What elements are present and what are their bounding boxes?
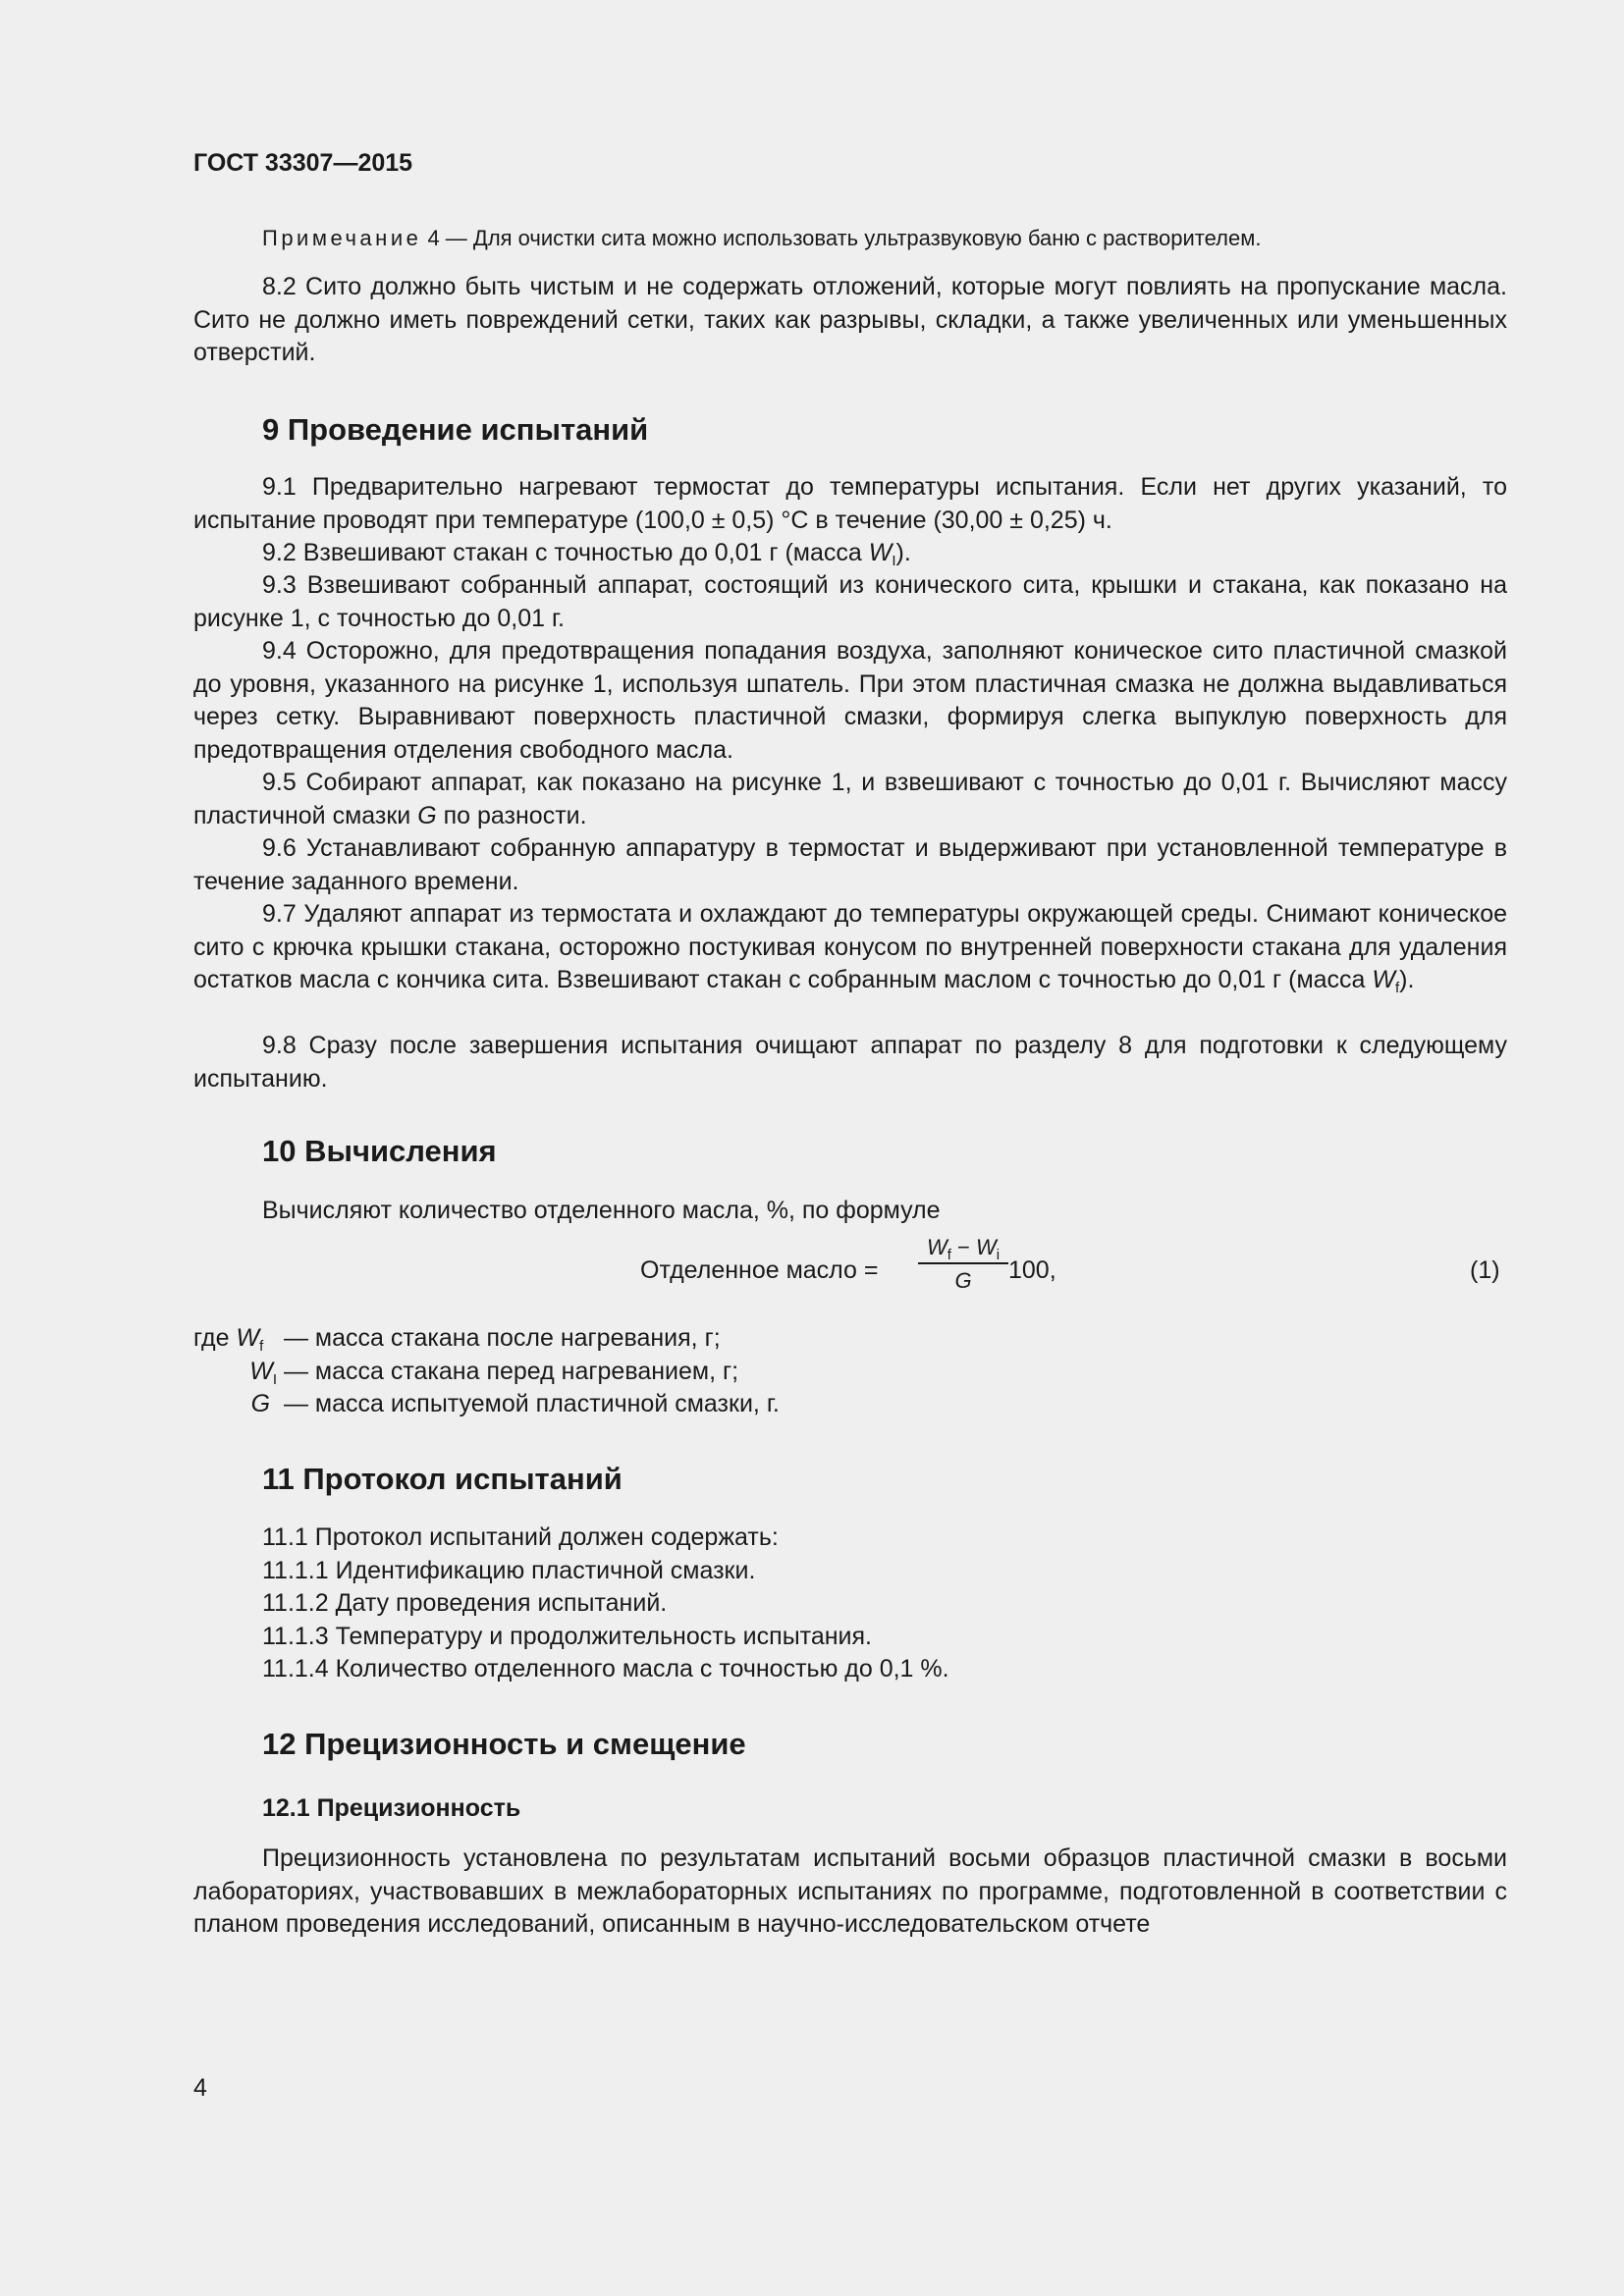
equation-number: (1) xyxy=(1470,1256,1500,1284)
list-item: 11.1.1 Идентификацию пластичной смазки. xyxy=(262,1556,756,1584)
paragraph-9-7-text: 9.7 Удаляют аппарат из термостата и охлаждают до температуры окружающей среды. Снимают коническое сито с крючка крышки стакана, осторожно постукивая конусом по внутренней поверхности стакана для удаления остатков масла с кончика сита. Взвешивают стакан с собранным маслом с точностью до 0,01 г (масса xyxy=(193,900,1507,993)
section-11-title: 11 Протокол испытаний xyxy=(262,1462,623,1496)
paragraph-9-5-text: 9.5 Собирают аппарат, как показано на рисунке 1, и взвешивают с точностью до 0,01 г. Вычисляют массу пластичной смазки xyxy=(193,769,1507,829)
paragraph-9-3: 9.3 Взвешивают собранный аппарат, состоящий из конического сита, крышки и стакана, как показано на рисунке 1, с точностью до 0,01 г. xyxy=(193,571,1507,632)
list-item: 11.1.3 Температуру и продолжительность испытания. xyxy=(262,1622,872,1650)
where-item: где $W_f$ — масса стакана после нагревания, г; xyxy=(193,1324,721,1355)
section-10-title: 10 Вычисления xyxy=(262,1134,497,1168)
where-item: $W_I$ — масса стакана перед нагреванием, г; xyxy=(249,1357,739,1388)
sub-f: f xyxy=(1395,980,1400,996)
paragraph-12-1: Прецизионность установлена по результатам испытаний восьми образцов пластичной смазки в восьми лабораториях, участвовавших в межлабораторных испытаниях по программе, подготовленной в соответствии с планом проведения исследований, описанным в научно-исследовательском отчете xyxy=(193,1844,1507,1938)
note-4 xyxy=(262,226,1261,251)
section-10-intro: Вычисляют количество отделенного масла, %, по формуле xyxy=(262,1197,941,1224)
note-text: 4 — Для очистки сита можно использовать ультразвуковую баню с растворителем. xyxy=(421,226,1262,250)
paragraph-8-2: 8.2 Сито должно быть чистым и не содержать отложений, которые могут повлиять на пропускание масла. Сито не должно иметь повреждений сетки, таких как разрывы, складки, а также увеличенных или уменьшенных отверстий. xyxy=(193,273,1507,366)
paragraph-9-7-end: ). xyxy=(1399,966,1415,993)
paragraph-9-4: 9.4 Осторожно, для предотвращения попадания воздуха, заполняют коническое сито пластичной смазкой до уровня, указанного на рисунке 1, используя шпатель. При этом пластичная смазка не должна выдавливаться через сетку. Выравнивают поверхность пластичной смазки, формируя слегка выпуклую поверхность для предотвращения отделения свободного масла. xyxy=(193,637,1507,764)
document-header: ГОСТ 33307—2015 xyxy=(193,149,413,177)
where-item: G — масса испытуемой пластичной смазки, г. xyxy=(250,1390,780,1417)
list-item: 11.1.4 Количество отделенного масла с точностью до 0,1 %. xyxy=(262,1655,949,1682)
paragraph-9-6: 9.6 Устанавливают собранную аппаратуру в термостат и выдерживают при установленной температуре в течение заданного времени. xyxy=(193,834,1507,895)
formula-numerator: $W_f - W_i$ xyxy=(926,1235,1001,1263)
var-w: W xyxy=(1372,966,1395,993)
formula-fraction xyxy=(918,1235,1008,1294)
subsection-12-1-title: 12.1 Прецизионность xyxy=(262,1794,521,1822)
formula-label: Отделенное масло = xyxy=(640,1256,879,1284)
list-item: 11.1.2 Дату проведения испытаний. xyxy=(262,1589,668,1617)
fraction-bar xyxy=(918,1262,1008,1264)
note-label: Примечание xyxy=(262,226,422,250)
section-12-title: 12 Прецизионность и смещение xyxy=(262,1727,746,1761)
paragraph-9-1: 9.1 Предварительно нагревают термостат до температуры испытания. Если нет других указаний, то испытание проводят при температуре (100,0 ± 0,5) °С в течение (30,00 ± 0,25) ч. xyxy=(193,473,1507,534)
var-w: W xyxy=(868,539,893,566)
paragraph-9-5-end: по разности. xyxy=(436,801,587,829)
formula-multiplier: 100, xyxy=(1008,1256,1056,1284)
sub-i: I xyxy=(892,553,896,569)
where-list xyxy=(193,1322,780,1421)
protocol-list xyxy=(262,1522,949,1686)
paragraph-9-2-text: 9.2 Взвешивают стакан с точностью до 0,01 г (масса xyxy=(262,539,869,566)
formula-denominator: G xyxy=(954,1268,972,1293)
page-number: 4 xyxy=(193,2074,207,2102)
section-9-title: 9 Проведение испытаний xyxy=(262,412,649,447)
paragraph-9-5 xyxy=(193,767,1507,832)
paragraph-9-8: 9.8 Сразу после завершения испытания очищают аппарат по разделу 8 для подготовки к следующему испытанию. xyxy=(193,1032,1507,1093)
var-g: G xyxy=(417,801,437,829)
paragraph-9-2-end: ). xyxy=(895,539,911,566)
paragraph-9-2 xyxy=(193,537,1507,570)
list-item: 11.1 Протокол испытаний должен содержать: xyxy=(262,1523,779,1551)
paragraph-9-7 xyxy=(193,898,1507,997)
